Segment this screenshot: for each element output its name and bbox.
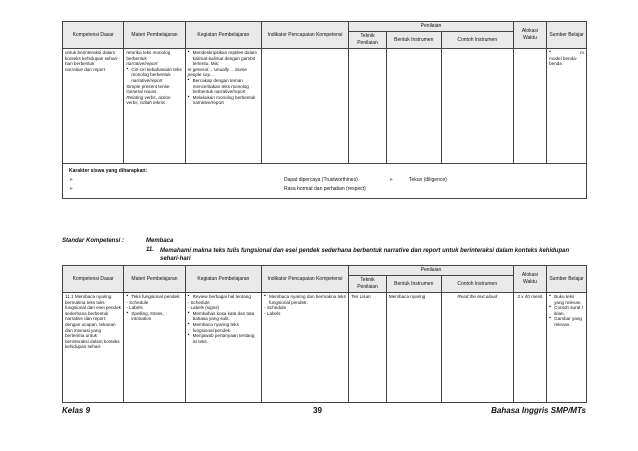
header-kegiatan: Kegiatan Pembelajaran <box>185 266 261 293</box>
footer-right: Bahasa Inggris SMP/MTs <box>491 406 586 415</box>
sumber-text: model benda-benda <box>549 55 578 67</box>
bentuk-cell: Membaca nyaring <box>386 293 441 403</box>
kegiatan-item-3: ▪ Membaca nyaring teks fungsional pendek. <box>188 322 259 333</box>
materi-line-2: - Schedule <box>126 299 149 305</box>
sumber-item-2: ▪ Contoh surat / iklan. <box>549 305 584 316</box>
kegiatan-sub-2: - Labels (signs) <box>187 305 220 311</box>
header-kompetensi-dasar: Kompetensi Dasar <box>63 266 124 293</box>
materi-line-1: ▪ Teks fungsional pendek: <box>126 294 182 300</box>
materi-line-4: ▪ Spelling, stress, intonation <box>126 311 182 322</box>
kegiatan-sub-1: - Schedule <box>187 299 210 305</box>
header-kompetensi-dasar: Kompetensi Dasar <box>63 22 124 49</box>
materi-line-6: Relating verbs, action verbs, istilah teknis <box>126 94 171 106</box>
kd-cell <box>63 49 124 164</box>
materi-line-3: - Labels <box>126 305 143 311</box>
sumber-item-1: ▪ Buku teks yang relevan. <box>549 294 584 305</box>
materi-cell <box>124 293 185 403</box>
kegiatan-item-1: ▪ Review berbagai hal tentang <box>188 294 259 300</box>
kegiatan-cell <box>185 293 261 403</box>
kegiatan-item-3: ▪ Melakukan monolog berbentuk narrative/report <box>188 95 259 106</box>
header-penilaian: Penilaian <box>349 266 514 276</box>
character-cell <box>63 164 587 199</box>
materi-line-2: narrative/report <box>126 61 158 67</box>
arrow-icon: ➢ <box>389 177 394 183</box>
character-heading: Karakter siswa yang diharapkan: <box>69 168 148 174</box>
footer-left: Kelas 9 <box>62 406 91 415</box>
kd-number: 11.1 <box>65 294 74 299</box>
sumber-item-3: ▪ Gambar yang relevan. <box>549 316 584 327</box>
kd-cell <box>63 293 124 403</box>
teknik-cell <box>349 49 387 164</box>
arrow-icon: ➢ <box>69 177 74 183</box>
contoh-cell <box>441 49 513 164</box>
indikator-item-1: ▪ Membaca nyaring dan bermakna teks fungsional pendek: <box>264 294 346 305</box>
header-teknik: Teknik Penilaian <box>349 32 387 49</box>
contoh-cell: Read the text aloud <box>441 293 513 403</box>
materi-cell <box>124 49 185 164</box>
header-materi: Materi Pembelajaran <box>124 266 185 293</box>
character-item-1: Dapat dipercaya (Trustworthines) <box>284 177 358 183</box>
sumber-cell <box>547 49 587 164</box>
sk-text: Memahami makna teks tulis fungsional dan esei pendek sederhana berbentuk narrative dan report untuk berinteraksi dalam konteks kehidupan sehari-hari <box>160 248 570 262</box>
kegiatan-item-1: ▪ Mendeskripsikan reptiles dalam kalimat-kalimat dengan gambit tertentu. Mis: <box>188 50 259 67</box>
indikator-sub-1: - Schedule <box>264 305 287 311</box>
header-alokasi: Alokasi Waktu <box>513 266 546 293</box>
header-bentuk: Bentuk Instrumen <box>386 276 441 293</box>
kegiatan-example: In general… Usually… Some people say… <box>187 66 247 78</box>
header-teknik: Teknik Penilaian <box>349 276 387 293</box>
header-materi: Materi Pembelajaran <box>124 22 185 49</box>
bentuk-cell <box>386 49 441 164</box>
header-indikator: Indikator Pencapaian Kompetensi <box>262 266 349 293</box>
sk-number: 11. <box>146 247 154 253</box>
character-item-1b: Tekun (diligence) <box>409 177 447 183</box>
kegiatan-item-2: ▪ Bercakap dengan teman menceritakan teks monolog berbentuk narrative/report <box>188 78 259 95</box>
header-indikator: Indikator Pencapaian Kompetensi <box>262 22 349 49</box>
kegiatan-cell <box>185 49 261 164</box>
standar-value: Membaca <box>146 238 174 244</box>
header-kegiatan: Kegiatan Pembelajaran <box>185 22 261 49</box>
materi-line-3: ▪ Ciri-ciri kebahasaan teks monolog berbentuk narrative/report <box>126 67 182 84</box>
kd-text: Membaca nyaring bermakna teks tulis fungsional dan esei pendek sederhana berbentuk narrative dan report dengan ucapan, tekanan dan intonasi yang berterima untuk berinteraksi dalam konteks kehidupan sehari- <box>65 294 121 350</box>
character-item-2: Rasa hormat dan perhatian (respect) <box>284 186 366 192</box>
indikator-sub-2: - Labels <box>264 310 281 316</box>
kd-text-italic: narrative dan report <box>65 66 106 72</box>
syllabus-table-top <box>62 21 587 199</box>
sumber-cell <box>547 293 587 403</box>
materi-line-4: Simple present tense <box>126 83 170 89</box>
materi-line-1: retorika teks monolog berbentuk <box>126 50 171 61</box>
header-contoh: Contoh Instrumen <box>441 276 513 293</box>
indikator-cell <box>262 49 349 164</box>
alokasi-cell: 2 x 40 menit <box>513 293 546 403</box>
header-bentuk: Bentuk Instrumen <box>386 32 441 49</box>
header-sumber: Sumber Belajar <box>547 22 587 49</box>
teknik-cell: Tes Lisan <box>349 293 387 403</box>
arrow-icon: ➢ <box>69 186 74 192</box>
materi-line-5: General nouns <box>126 89 157 95</box>
header-contoh: Contoh Instrumen <box>441 32 513 49</box>
header-alokasi: Alokasi Waktu <box>513 22 546 49</box>
header-sumber: Sumber Belajar <box>547 266 587 293</box>
kegiatan-item-2: ▪ Membahas kosa kata dan tata bahasa yang sulit. <box>188 311 259 322</box>
page-number: 39 <box>313 406 322 415</box>
kd-text: untuk berinteraksi dalam konteks kehidupan sehari-hari berbentuk <box>65 50 119 67</box>
header-penilaian: Penilaian <box>349 22 514 32</box>
standar-label: Standar Kompetensi : <box>62 238 125 244</box>
indikator-cell <box>262 293 349 403</box>
kegiatan-item-4: ▪ Menjawab pertanyaan tentang isi teks. <box>188 333 259 344</box>
syllabus-table-bottom <box>62 265 587 403</box>
alokasi-cell <box>513 49 546 164</box>
sumber-prefix: ▪ m <box>549 50 584 56</box>
